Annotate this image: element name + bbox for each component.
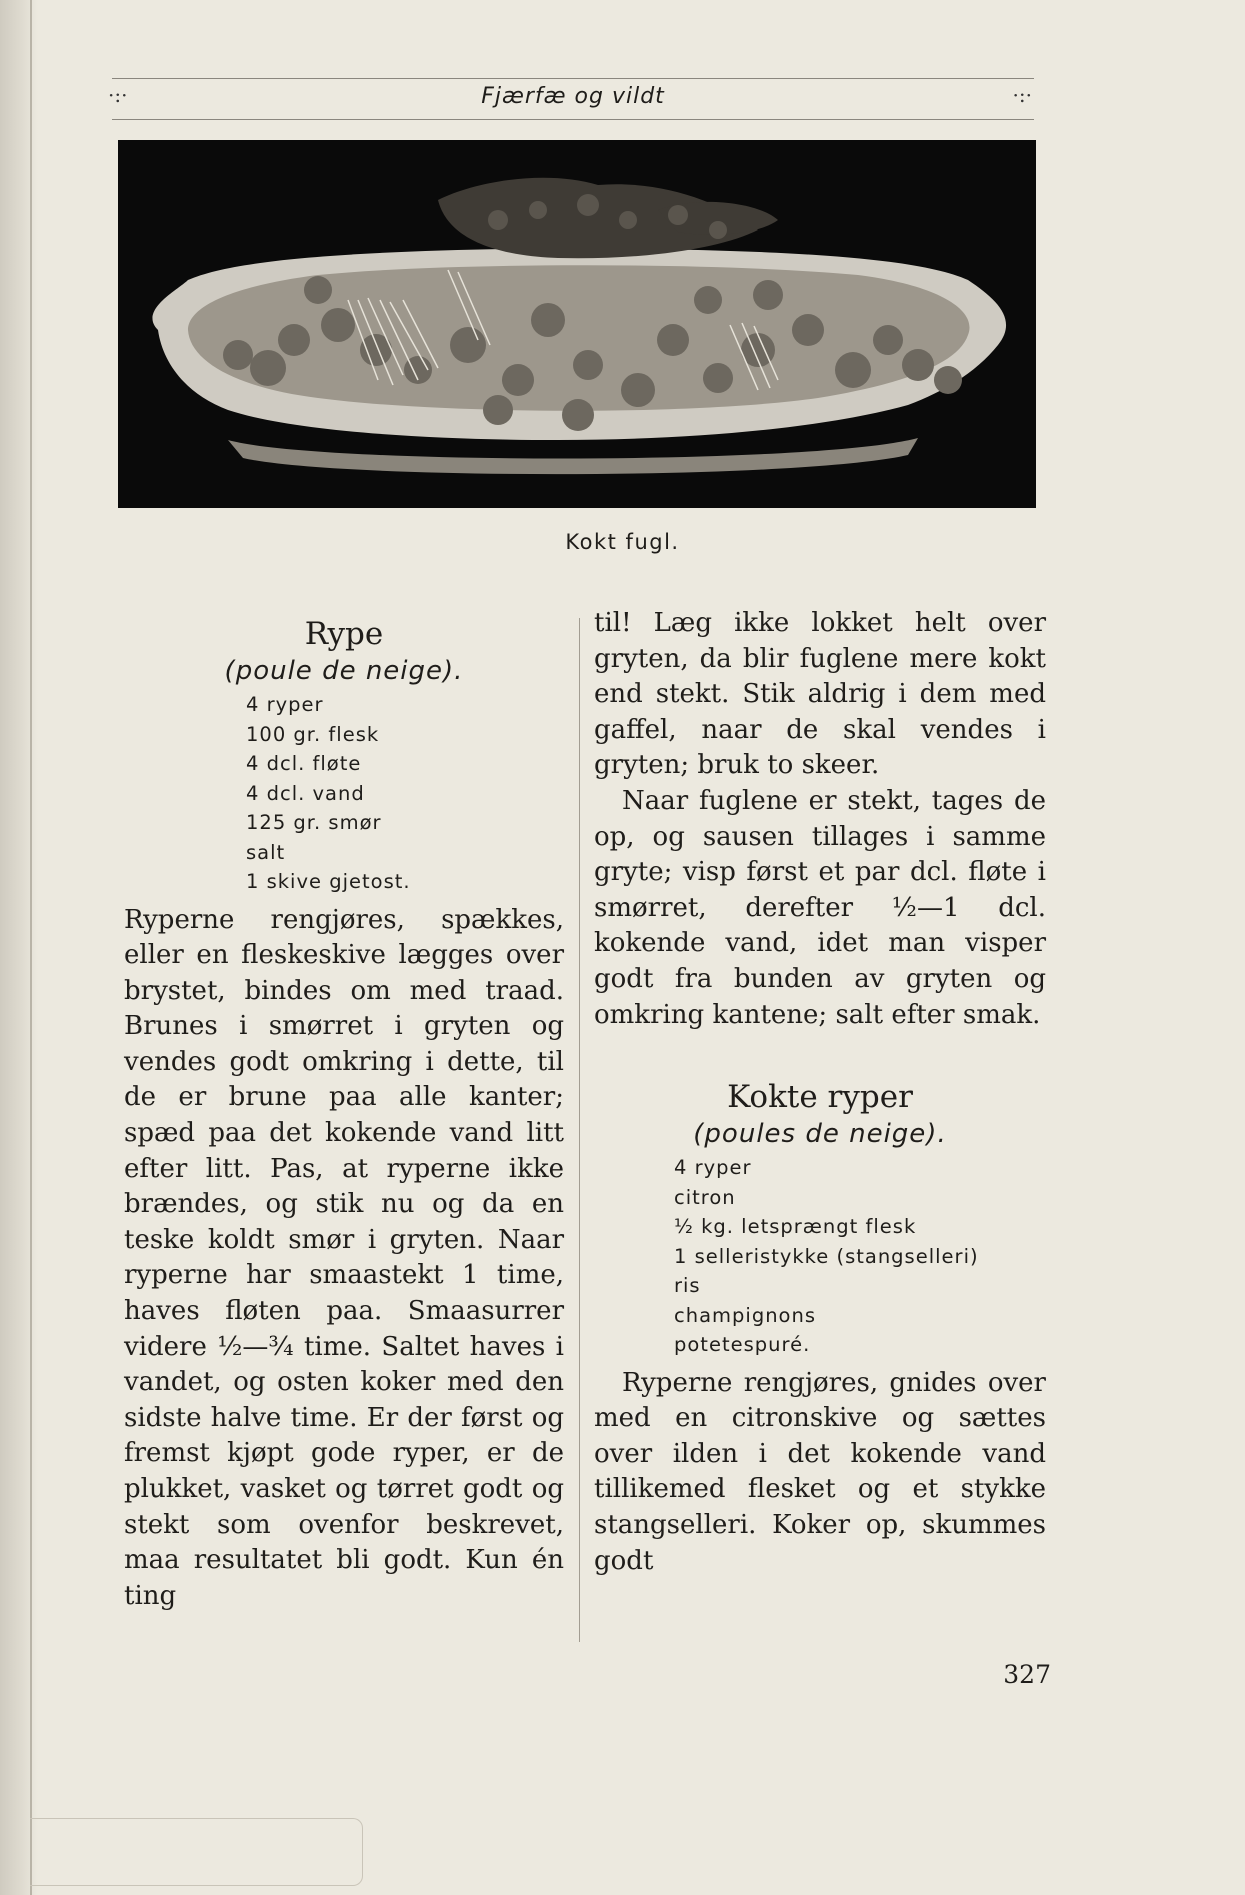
recipe-instructions: Ryperne rengjøres, gnides over med en citronskive og sættes over ilden i det kokende vand tillikemed flesket og et stykke stangselleri. Koker op, skummes godt (594, 1367, 1046, 1576)
recipe-title: Kokte ryper (727, 1079, 913, 1116)
running-header (108, 78, 1034, 120)
running-head-title: Fjærfæ og vildt (481, 84, 665, 109)
recipe-title: Rype (304, 616, 384, 652)
recipe-instructions-continued: til! Læg ikke lokket helt over gryten, da blir fuglene mere kokt end stekt. Stik aldrig i dem med gaffel, naar de skal vendes i gryten; bruk to skeer. (594, 608, 1046, 781)
ingredient-item: 1 skive gjetost. (246, 870, 411, 893)
ingredient-item: ris (674, 1274, 701, 1298)
ingredient-item: champignons (674, 1303, 817, 1327)
sauce-instructions: Naar fuglene er stekt, tages de op, og sausen tillages i samme gryte; visp først et par dcl. fløte i smørret, derefter ½—1 dcl. kokende vand, idet man visper godt fra bunden av gryten og omkring kantene; salt efter smak. (594, 785, 1046, 1030)
ingredient-item: ½ kg. letsprængt flesk (674, 1215, 917, 1239)
page-number: 327 (1003, 1660, 1051, 1689)
left-column (124, 614, 564, 1614)
ornament-icon: ·:· (1012, 83, 1032, 107)
right-column (594, 606, 1046, 1579)
ingredient-list (594, 1153, 1046, 1360)
recipe-instructions: Ryperne rengjøres, spækkes, eller en fleskeskive lægges over brystet, bindes om med traad. Brunes i smørret i gryten og vendes godt omkring i dette, til de er brune paa alle kanter; spæd paa det kokende vand litt efter litt. Pas, at ryperne ikke brændes, og stik nu og da en teske koldt smør i gryten. Naar ryperne har smaastekt 1 time, haves fløten paa. Smaasurrer videre ½—¾ time. Saltet haves i vandet, og osten koker med den sidste halve time. Er der først og fremst kjøpt gode ryper, er de plukket, vasket og tørret godt og stekt som ovenfor beskrevet, maa resultatet bli godt. Kun én ting (124, 904, 564, 1611)
column-divider (579, 618, 580, 1642)
recipe-subtitle: (poules de neige). (693, 1119, 947, 1150)
ingredient-item: 4 dcl. fløte (246, 752, 362, 775)
ingredient-item: 1 selleristykke (stangselleri) (674, 1244, 979, 1268)
ornament-icon: ·:· (108, 83, 128, 107)
page-fold-line (30, 0, 32, 1895)
ingredient-item: 4 ryper (246, 693, 324, 716)
ingredient-item: citron (674, 1185, 736, 1209)
page-edge-tab (30, 1818, 363, 1886)
recipe-subtitle: (poule de neige). (224, 656, 464, 686)
ingredient-item: 100 gr. flesk (246, 722, 380, 746)
ingredient-item: 4 dcl. vand (246, 781, 365, 805)
page-gutter-shadow (0, 0, 38, 1895)
ingredient-item: salt (246, 840, 286, 864)
ingredient-list (124, 690, 564, 897)
ingredient-item: potetespuré. (674, 1333, 811, 1357)
ingredient-item: 125 gr. smør (246, 811, 382, 834)
figure-caption: Kokt fugl. (565, 530, 680, 554)
dish-photo (118, 140, 1036, 508)
ingredient-item: 4 ryper (674, 1156, 752, 1180)
